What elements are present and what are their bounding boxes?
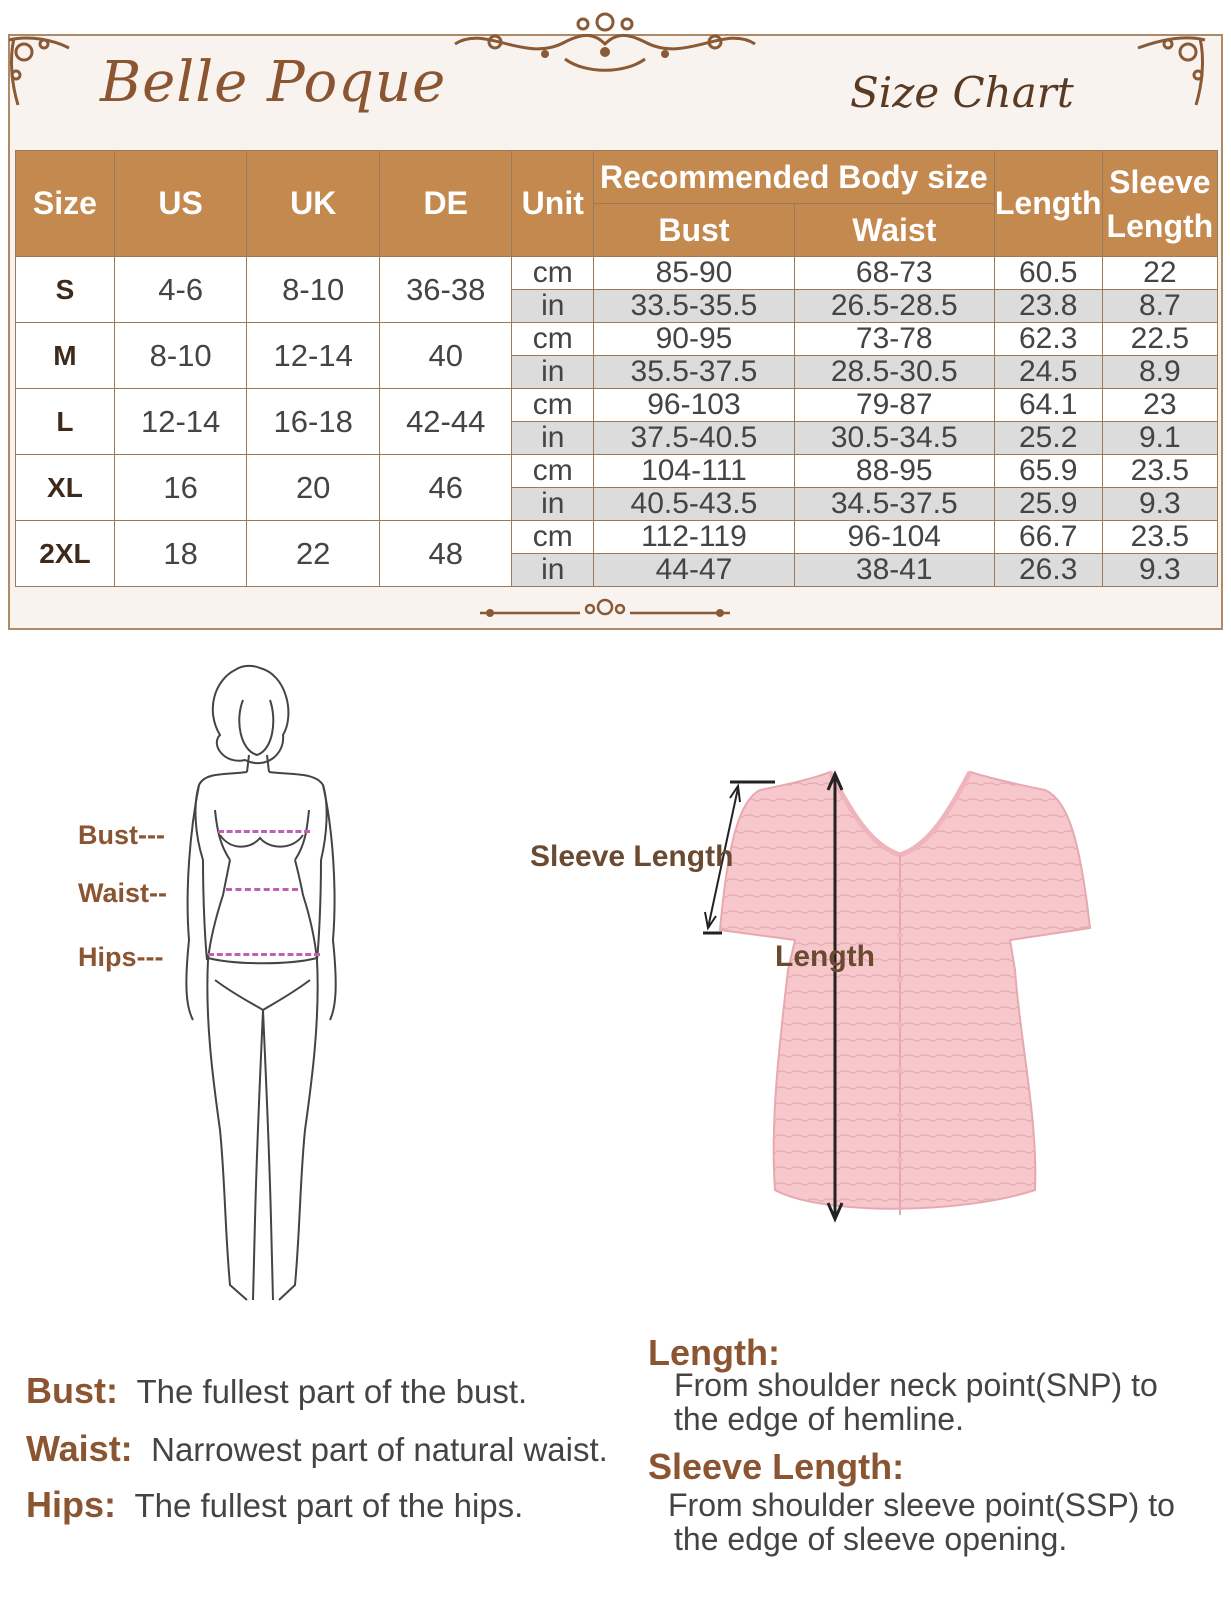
unit-cell: in xyxy=(512,356,594,389)
corner-ornament-left-icon xyxy=(4,30,74,110)
table-row xyxy=(16,521,1218,554)
blouse-illustration xyxy=(700,760,1100,1235)
waist-cell: 79-87 xyxy=(794,389,994,422)
us-size: 12-14 xyxy=(114,389,247,455)
size-label: S xyxy=(16,257,115,323)
waist-definition-key: Waist: xyxy=(26,1428,133,1469)
uk-size: 16-18 xyxy=(247,389,380,455)
sleeve-length-definition-line2: the edge of sleeve opening. xyxy=(674,1521,1068,1557)
waist-cell: 34.5-37.5 xyxy=(794,488,994,521)
waist-cell: 88-95 xyxy=(794,455,994,488)
hips-definition xyxy=(26,1484,523,1526)
size-label: L xyxy=(16,389,115,455)
unit-cell: in xyxy=(512,554,594,587)
waist-cell: 68-73 xyxy=(794,257,994,290)
us-size: 16 xyxy=(114,455,247,521)
hips-measure-line xyxy=(208,953,320,956)
body-figure-illustration xyxy=(175,660,350,1310)
header-bust: Bust xyxy=(594,204,795,257)
length-cell: 64.1 xyxy=(994,389,1102,422)
hips-label: Hips--- xyxy=(78,942,164,972)
unit-cell: cm xyxy=(512,521,594,554)
bust-cell: 40.5-43.5 xyxy=(594,488,795,521)
de-size: 36-38 xyxy=(379,257,512,323)
waist-cell: 73-78 xyxy=(794,323,994,356)
waist-label: Waist-- xyxy=(78,878,167,908)
bust-measure-line xyxy=(218,830,310,833)
sleeve-cell: 9.1 xyxy=(1102,422,1217,455)
waist-definition-text: Narrowest part of natural waist. xyxy=(151,1431,608,1468)
header-sleeve-length xyxy=(1102,151,1217,257)
sleeve-cell: 8.9 xyxy=(1102,356,1217,389)
waist-cell: 38-41 xyxy=(794,554,994,587)
length-definition-line1: From shoulder neck point(SNP) to xyxy=(674,1367,1158,1403)
bust-definition xyxy=(26,1370,527,1412)
table-row xyxy=(16,389,1218,422)
sleeve-cell: 22.5 xyxy=(1102,323,1217,356)
size-table xyxy=(15,150,1218,587)
length-definition-key: Length: xyxy=(648,1332,780,1373)
uk-size: 12-14 xyxy=(247,323,380,389)
bust-definition-key: Bust: xyxy=(26,1370,118,1411)
unit-cell: cm xyxy=(512,455,594,488)
header-recommended: Recommended Body size xyxy=(594,151,995,204)
length-label: Length xyxy=(775,940,875,973)
sleeve-cell: 22 xyxy=(1102,257,1217,290)
chart-title: Size Chart xyxy=(850,68,1074,117)
table-row xyxy=(16,323,1218,356)
sleeve-length-definition-text xyxy=(668,1488,1175,1556)
bust-cell: 112-119 xyxy=(594,521,795,554)
bust-cell: 44-47 xyxy=(594,554,795,587)
bottom-ornament-icon xyxy=(470,595,740,631)
waist-measure-line xyxy=(226,888,298,891)
size-label: M xyxy=(16,323,115,389)
header-sleeve-line1: Sleeve xyxy=(1109,163,1211,200)
uk-size: 20 xyxy=(247,455,380,521)
length-cell: 66.7 xyxy=(994,521,1102,554)
sleeve-cell: 9.3 xyxy=(1102,488,1217,521)
sleeve-cell: 23.5 xyxy=(1102,455,1217,488)
us-size: 4-6 xyxy=(114,257,247,323)
brand-logo: Belle Poque xyxy=(100,50,447,115)
header-length: Length xyxy=(994,151,1102,257)
length-cell: 25.2 xyxy=(994,422,1102,455)
us-size: 8-10 xyxy=(114,323,247,389)
length-cell: 62.3 xyxy=(994,323,1102,356)
sleeve-cell: 8.7 xyxy=(1102,290,1217,323)
unit-cell: in xyxy=(512,290,594,323)
us-size: 18 xyxy=(114,521,247,587)
length-cell: 65.9 xyxy=(994,455,1102,488)
bust-cell: 104-111 xyxy=(594,455,795,488)
bust-cell: 37.5-40.5 xyxy=(594,422,795,455)
bust-definition-text: The fullest part of the bust. xyxy=(136,1373,528,1410)
sleeve-cell: 9.3 xyxy=(1102,554,1217,587)
length-definition-line2: the edge of hemline. xyxy=(674,1401,964,1437)
bust-cell: 85-90 xyxy=(594,257,795,290)
sleeve-length-label: Sleeve Length xyxy=(530,840,734,873)
header-uk: UK xyxy=(247,151,380,257)
waist-cell: 96-104 xyxy=(794,521,994,554)
length-cell: 25.9 xyxy=(994,488,1102,521)
bust-cell: 33.5-35.5 xyxy=(594,290,795,323)
table-row xyxy=(16,257,1218,290)
header-de: DE xyxy=(379,151,512,257)
bust-cell: 96-103 xyxy=(594,389,795,422)
unit-cell: cm xyxy=(512,323,594,356)
unit-cell: in xyxy=(512,488,594,521)
sleeve-length-definition-key: Sleeve Length: xyxy=(648,1446,905,1487)
length-definition-text xyxy=(674,1368,1158,1436)
hips-definition-text: The fullest part of the hips. xyxy=(134,1487,524,1524)
header-size: Size xyxy=(16,151,115,257)
waist-definition xyxy=(26,1428,608,1470)
uk-size: 22 xyxy=(247,521,380,587)
de-size: 42-44 xyxy=(379,389,512,455)
sleeve-length-definition-line1: From shoulder sleeve point(SSP) to xyxy=(668,1487,1175,1523)
bust-cell: 90-95 xyxy=(594,323,795,356)
sleeve-cell: 23 xyxy=(1102,389,1217,422)
de-size: 48 xyxy=(379,521,512,587)
length-cell: 23.8 xyxy=(994,290,1102,323)
unit-cell: cm xyxy=(512,257,594,290)
de-size: 40 xyxy=(379,323,512,389)
hips-definition-key: Hips: xyxy=(26,1484,116,1525)
header-us: US xyxy=(114,151,247,257)
waist-cell: 26.5-28.5 xyxy=(794,290,994,323)
size-label: 2XL xyxy=(16,521,115,587)
length-cell: 26.3 xyxy=(994,554,1102,587)
uk-size: 8-10 xyxy=(247,257,380,323)
length-cell: 60.5 xyxy=(994,257,1102,290)
waist-cell: 28.5-30.5 xyxy=(794,356,994,389)
header-sleeve-line2: Length xyxy=(1106,207,1214,244)
header-unit: Unit xyxy=(512,151,594,257)
bust-cell: 35.5-37.5 xyxy=(594,356,795,389)
header-waist: Waist xyxy=(794,204,994,257)
bust-label: Bust--- xyxy=(78,820,165,850)
unit-cell: in xyxy=(512,422,594,455)
unit-cell: cm xyxy=(512,389,594,422)
table-row xyxy=(16,455,1218,488)
de-size: 46 xyxy=(379,455,512,521)
waist-cell: 30.5-34.5 xyxy=(794,422,994,455)
length-cell: 24.5 xyxy=(994,356,1102,389)
corner-ornament-right-icon xyxy=(1130,30,1210,110)
size-label: XL xyxy=(16,455,115,521)
top-ornament-icon xyxy=(445,4,765,76)
sleeve-cell: 23.5 xyxy=(1102,521,1217,554)
